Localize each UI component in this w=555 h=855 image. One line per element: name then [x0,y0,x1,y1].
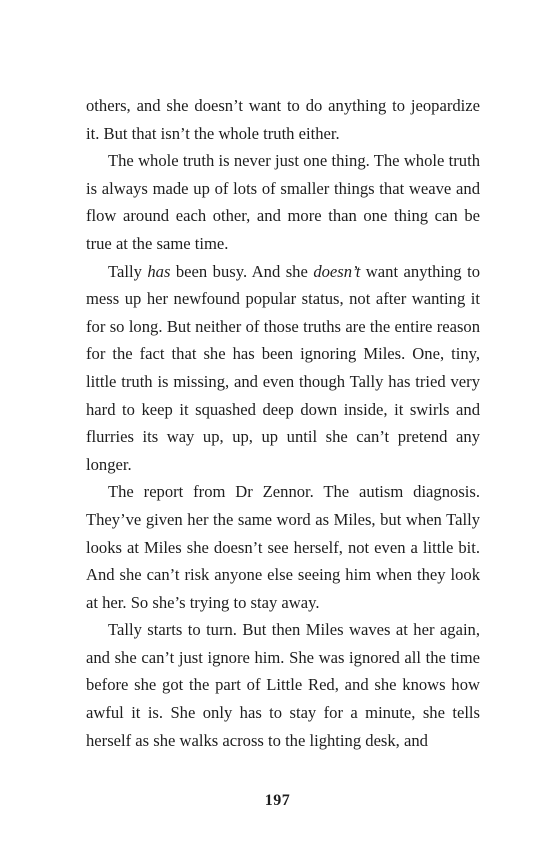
paragraph-5: Tally starts to turn. But then Miles waves at her again, and she can’t just ignore him. She was ignored all the time before she got the part of Little Red, and she knows how awful it is. She only has to stay for a minute, she tells herself as she walks across to the lighting desk, and [86,620,480,750]
paragraph-3-part-a: Tally [108,261,148,281]
emphasis-has: has [147,261,171,281]
page-number: 197 [264,792,291,809]
paragraph-3 [86,258,480,479]
paragraph-2: The whole truth is never just one thing. The whole truth is always made up of lots of smaller things that weave and flow around each other, and more than one thing can be true at the same time. [86,151,480,253]
body-text [86,92,480,754]
paragraph-3-part-e: want anything to mess up her newfound popular status, not after wanting it for so long. But neither of those truths are the entire reason for the fact that she has been ignoring Miles. One, tiny, little truth is missing, and even though Tally has tried very hard to keep it squashed deep down inside, it swirls and flurries its way up, up, up until she can’t pretend any longer. [86,261,480,474]
emphasis-doesnt: doesn’t [313,261,361,281]
paragraph-4: The report from Dr Zennor. The autism diagnosis. They’ve given her the same word as Miles, but when Tally looks at Miles she doesn’t see herself, not even a little bit. And she can’t risk anyone else seeing him when they look at her. So she’s trying to stay away. [86,482,480,612]
paragraph-1: others, and she doesn’t want to do anything to jeopardize it. But that isn’t the whole truth either. [86,96,480,143]
paragraph-3-part-c: been busy. And she [170,261,314,281]
